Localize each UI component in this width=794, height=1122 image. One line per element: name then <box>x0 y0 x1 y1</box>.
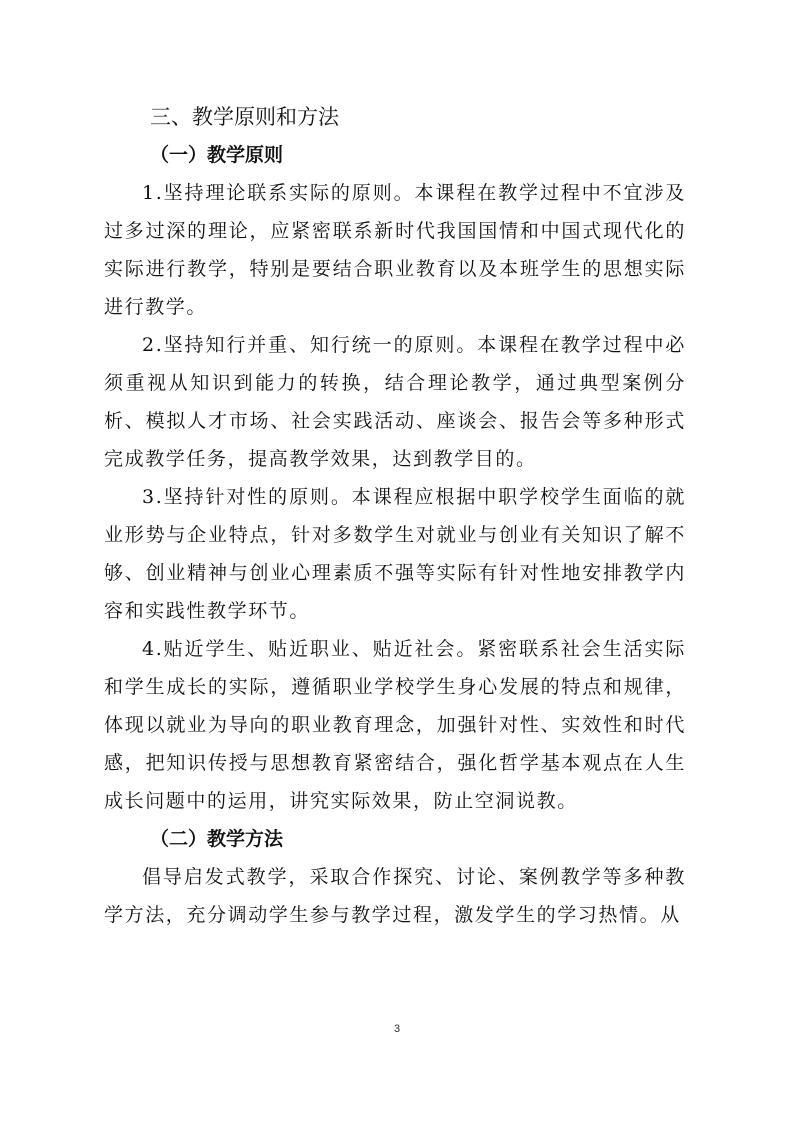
subsection-title-principles: （一）教学原则 <box>150 144 284 166</box>
subsection-title-methods: （二）教学方法 <box>150 828 284 850</box>
paragraph-principle-3: 3.坚持针对性的原则。本课程应根据中职学校学生面临的就业形势与企业特点，针对多数学生对就业与创业有关知识了解不够、创业精神与创业心理素质不强等实际有针对性地安排教学内容和实践性教学环节。 <box>104 486 686 622</box>
page-body <box>104 98 686 934</box>
paragraph-methods: 倡导启发式教学，采取合作探究、讨论、案例教学等多种教学方法，充分调动学生参与教学过程，激发学生的学习热情。从 <box>104 866 686 926</box>
paragraph-principle-4: 4.贴近学生、贴近职业、贴近社会。紧密联系社会生活实际和学生成长的实际，遵循职业学校学生身心发展的特点和规律，体现以就业为导向的职业教育理念，加强针对性、实效性和时代感，把知识传授与思想教育紧密结合，强化哲学基本观点在人生成长问题中的运用，讲究实际效果，防止空洞说教。 <box>104 638 686 812</box>
paragraph-principle-1: 1.坚持理论联系实际的原则。本课程在教学过程中不宜涉及过多过深的理论，应紧密联系新时代我国国情和中国式现代化的实际进行教学，特别是要结合职业教育以及本班学生的思想实际进行教学。 <box>104 182 686 318</box>
page-number: 3 <box>393 1023 401 1035</box>
section-heading: 三、教学原则和方法 <box>150 105 339 129</box>
paragraph-principle-2: 2.坚持知行并重、知行统一的原则。本课程在教学过程中必须重视从知识到能力的转换，结合理论教学，通过典型案例分析、模拟人才市场、社会实践活动、座谈会、报告会等多种形式完成教学任务，提高教学效果，达到教学目的。 <box>104 334 686 470</box>
